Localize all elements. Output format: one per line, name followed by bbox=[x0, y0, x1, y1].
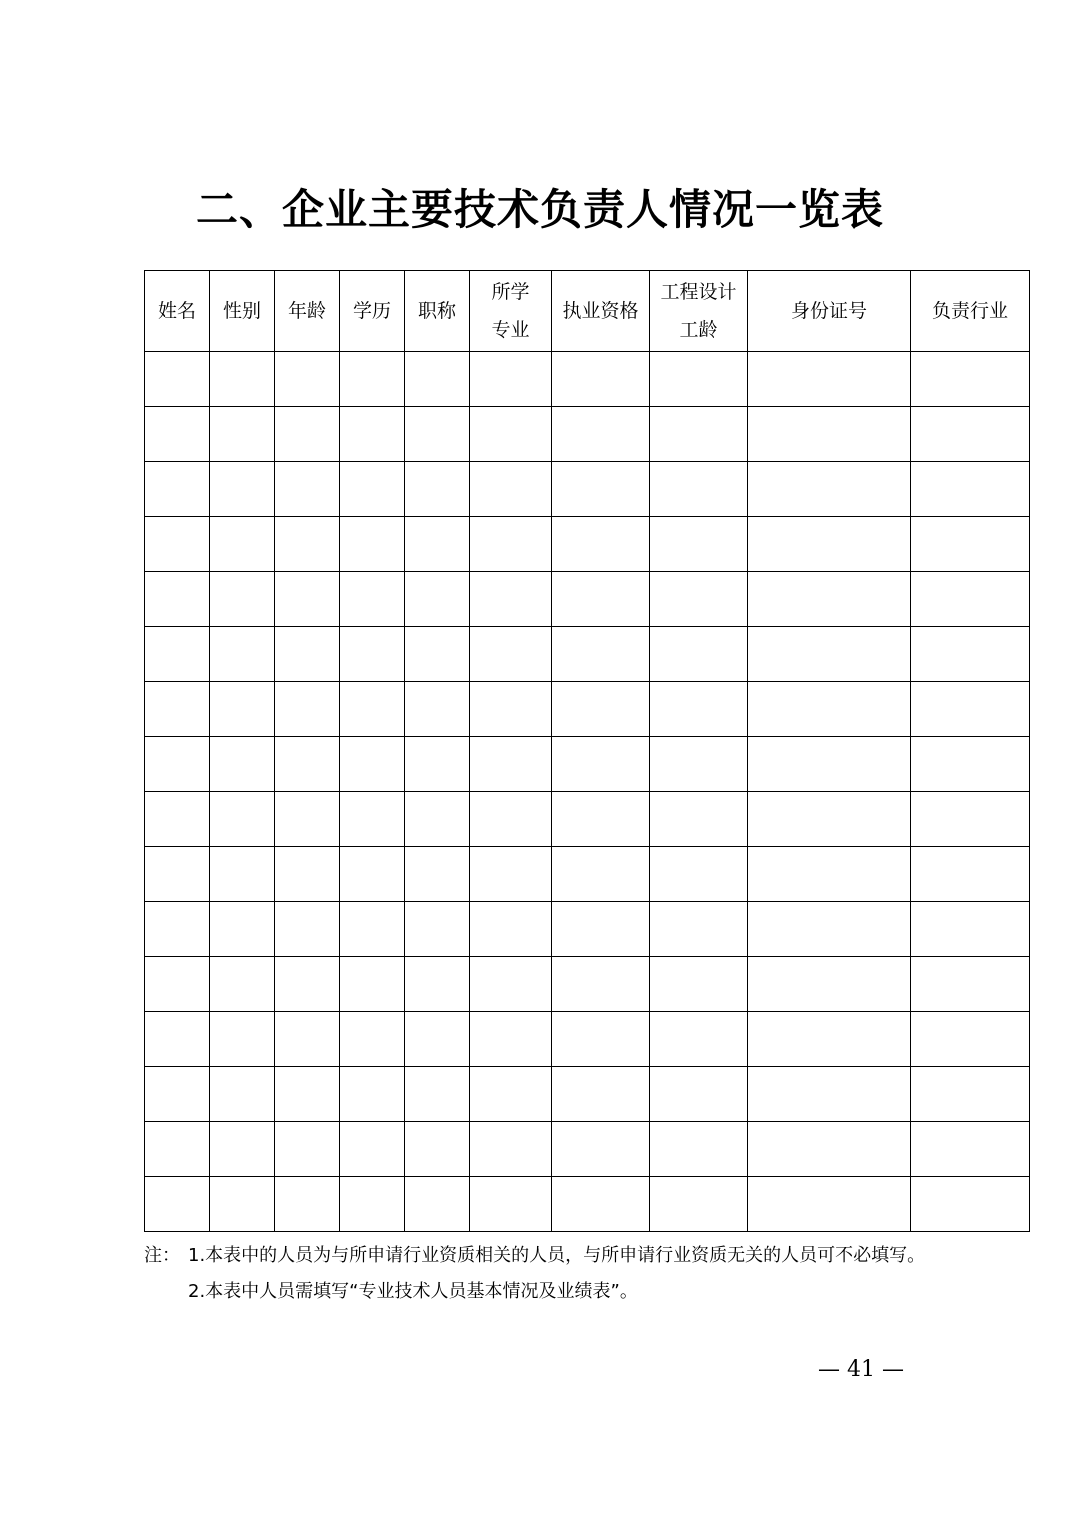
table-cell bbox=[405, 902, 470, 957]
table-cell bbox=[405, 352, 470, 407]
table-cell bbox=[552, 957, 650, 1012]
table-cell bbox=[650, 1122, 748, 1177]
table-cell bbox=[552, 1122, 650, 1177]
table-cell bbox=[748, 737, 911, 792]
table-cell bbox=[340, 407, 405, 462]
note-line-2 bbox=[144, 1274, 1024, 1310]
note-item-1: 1.本表中的人员为与所申请行业资质相关的人员，与所申请行业资质无关的人员可不必填写。 bbox=[188, 1245, 926, 1266]
table-cell bbox=[552, 572, 650, 627]
table-cell bbox=[340, 847, 405, 902]
table-cell bbox=[405, 1067, 470, 1122]
table-cell bbox=[470, 1177, 552, 1232]
table-cell bbox=[275, 517, 340, 572]
table-cell bbox=[650, 682, 748, 737]
table-cell bbox=[405, 572, 470, 627]
table-cell bbox=[275, 1067, 340, 1122]
table-cell bbox=[275, 792, 340, 847]
table-row bbox=[145, 1177, 1030, 1232]
table-cell bbox=[340, 737, 405, 792]
table-cell bbox=[405, 737, 470, 792]
table-cell bbox=[405, 1122, 470, 1177]
table-cell bbox=[748, 517, 911, 572]
note-label: 注： bbox=[144, 1245, 180, 1266]
table-cell bbox=[340, 682, 405, 737]
table-cell bbox=[650, 847, 748, 902]
column-header-line: 年龄 bbox=[287, 300, 326, 322]
table-cell bbox=[470, 737, 552, 792]
table-cell bbox=[552, 352, 650, 407]
table-cell bbox=[470, 682, 552, 737]
table-cell bbox=[911, 572, 1030, 627]
table-cell bbox=[650, 792, 748, 847]
table-cell bbox=[405, 957, 470, 1012]
table-cell bbox=[145, 1122, 210, 1177]
table-cell bbox=[210, 957, 275, 1012]
table-cell bbox=[405, 517, 470, 572]
table-cell bbox=[470, 1067, 552, 1122]
table-cell bbox=[650, 352, 748, 407]
table-cell bbox=[340, 1177, 405, 1232]
table-cell bbox=[210, 792, 275, 847]
table-cell bbox=[650, 462, 748, 517]
table-cell bbox=[340, 462, 405, 517]
table-cell bbox=[275, 627, 340, 682]
table-cell bbox=[470, 352, 552, 407]
table-cell bbox=[650, 572, 748, 627]
table-cell bbox=[911, 462, 1030, 517]
table-cell bbox=[748, 957, 911, 1012]
table-cell bbox=[470, 462, 552, 517]
table-row bbox=[145, 682, 1030, 737]
column-header-line: 负责行业 bbox=[931, 300, 1008, 322]
table-cell bbox=[275, 572, 340, 627]
table-cell bbox=[210, 627, 275, 682]
table-row bbox=[145, 517, 1030, 572]
table-cell bbox=[275, 737, 340, 792]
table-cell bbox=[748, 627, 911, 682]
table-cell bbox=[405, 792, 470, 847]
table-cell bbox=[405, 627, 470, 682]
table-cell bbox=[210, 462, 275, 517]
table-cell bbox=[650, 957, 748, 1012]
table-cell bbox=[210, 1012, 275, 1067]
table-cell bbox=[340, 902, 405, 957]
column-header bbox=[405, 271, 470, 352]
table-row bbox=[145, 847, 1030, 902]
table-cell bbox=[911, 847, 1030, 902]
table-cell bbox=[405, 1012, 470, 1067]
table-row bbox=[145, 1122, 1030, 1177]
table-cell bbox=[911, 1177, 1030, 1232]
table-cell bbox=[470, 957, 552, 1012]
column-header-line: 身份证号 bbox=[790, 300, 867, 322]
table-cell bbox=[911, 682, 1030, 737]
table-cell bbox=[748, 682, 911, 737]
column-header-line: 学历 bbox=[352, 300, 391, 322]
table-cell bbox=[340, 1012, 405, 1067]
table-cell bbox=[650, 1012, 748, 1067]
table-cell bbox=[405, 682, 470, 737]
table-cell bbox=[911, 627, 1030, 682]
table-cell bbox=[210, 407, 275, 462]
table-cell bbox=[911, 902, 1030, 957]
table-cell bbox=[748, 847, 911, 902]
table-cell bbox=[748, 352, 911, 407]
table-cell bbox=[145, 572, 210, 627]
table-cell bbox=[210, 572, 275, 627]
technical-leaders-table bbox=[144, 270, 1030, 1232]
table-cell bbox=[275, 847, 340, 902]
table-cell bbox=[911, 737, 1030, 792]
table-cell bbox=[275, 902, 340, 957]
table-cell bbox=[145, 737, 210, 792]
table-cell bbox=[748, 407, 911, 462]
column-header bbox=[275, 271, 340, 352]
table-cell bbox=[210, 682, 275, 737]
table-row bbox=[145, 352, 1030, 407]
table-cell bbox=[470, 1122, 552, 1177]
note-item-2: 2.本表中人员需填写“专业技术人员基本情况及业绩表”。 bbox=[188, 1281, 638, 1302]
table-cell bbox=[650, 902, 748, 957]
table-cell bbox=[340, 957, 405, 1012]
table-row bbox=[145, 737, 1030, 792]
table-cell bbox=[470, 407, 552, 462]
table-cell bbox=[650, 1067, 748, 1122]
table-cell bbox=[911, 352, 1030, 407]
table-cell bbox=[275, 462, 340, 517]
column-header-line: 姓名 bbox=[157, 300, 196, 322]
table-cell bbox=[145, 847, 210, 902]
table-cell bbox=[145, 682, 210, 737]
table-row bbox=[145, 957, 1030, 1012]
column-header-line: 专业 bbox=[491, 319, 530, 341]
table-header-row bbox=[145, 271, 1030, 352]
table-cell bbox=[552, 627, 650, 682]
table-cell bbox=[340, 1122, 405, 1177]
table-cell bbox=[210, 1122, 275, 1177]
table-cell bbox=[275, 352, 340, 407]
table-row bbox=[145, 902, 1030, 957]
table-cell bbox=[405, 462, 470, 517]
table-cell bbox=[911, 517, 1030, 572]
table-row bbox=[145, 407, 1030, 462]
table-row bbox=[145, 627, 1030, 682]
table-cell bbox=[552, 517, 650, 572]
table-cell bbox=[470, 572, 552, 627]
table-cell bbox=[340, 572, 405, 627]
table-cell bbox=[405, 1177, 470, 1232]
column-header bbox=[210, 271, 275, 352]
table-cell bbox=[748, 1177, 911, 1232]
table-cell bbox=[275, 1177, 340, 1232]
table-row bbox=[145, 572, 1030, 627]
table-cell bbox=[275, 957, 340, 1012]
notes bbox=[144, 1238, 1024, 1310]
table-cell bbox=[275, 682, 340, 737]
table-cell bbox=[911, 1012, 1030, 1067]
column-header bbox=[552, 271, 650, 352]
table-row bbox=[145, 792, 1030, 847]
table-cell bbox=[210, 352, 275, 407]
table-cell bbox=[145, 407, 210, 462]
table-cell bbox=[748, 572, 911, 627]
page-number: — 41 — bbox=[818, 1357, 904, 1382]
table-cell bbox=[911, 407, 1030, 462]
column-header-line: 工龄 bbox=[679, 319, 718, 341]
column-header-line: 工程设计 bbox=[660, 281, 737, 303]
table-cell bbox=[145, 352, 210, 407]
table-cell bbox=[552, 1067, 650, 1122]
table-cell bbox=[748, 1122, 911, 1177]
table-cell bbox=[210, 902, 275, 957]
column-header bbox=[650, 271, 748, 352]
table-cell bbox=[145, 1012, 210, 1067]
column-header bbox=[470, 271, 552, 352]
table-cell bbox=[470, 792, 552, 847]
table-cell bbox=[650, 517, 748, 572]
table-cell bbox=[275, 1122, 340, 1177]
table-cell bbox=[145, 902, 210, 957]
table-cell bbox=[552, 682, 650, 737]
table-cell bbox=[650, 1177, 748, 1232]
table-cell bbox=[210, 517, 275, 572]
page-title: 二、企业主要技术负责人情况一览表 bbox=[195, 185, 884, 234]
table-cell bbox=[650, 627, 748, 682]
column-header bbox=[911, 271, 1030, 352]
column-header bbox=[748, 271, 911, 352]
table-cell bbox=[552, 847, 650, 902]
table-cell bbox=[340, 792, 405, 847]
column-header-line: 执业资格 bbox=[562, 300, 639, 322]
table-cell bbox=[748, 792, 911, 847]
table-cell bbox=[552, 902, 650, 957]
table-cell bbox=[911, 1122, 1030, 1177]
column-header-line: 职称 bbox=[417, 300, 456, 322]
table-cell bbox=[911, 1067, 1030, 1122]
table-cell bbox=[470, 847, 552, 902]
column-header bbox=[145, 271, 210, 352]
column-header bbox=[340, 271, 405, 352]
table-cell bbox=[145, 462, 210, 517]
table-cell bbox=[470, 627, 552, 682]
table-cell bbox=[748, 1012, 911, 1067]
table-cell bbox=[145, 1067, 210, 1122]
table-cell bbox=[210, 737, 275, 792]
table-cell bbox=[470, 1012, 552, 1067]
table-cell bbox=[405, 847, 470, 902]
table-cell bbox=[470, 902, 552, 957]
table-cell bbox=[275, 407, 340, 462]
table-cell bbox=[405, 407, 470, 462]
table-row bbox=[145, 462, 1030, 517]
table-cell bbox=[145, 517, 210, 572]
table-cell bbox=[210, 1067, 275, 1122]
table-cell bbox=[210, 1177, 275, 1232]
table-cell bbox=[145, 792, 210, 847]
table-cell bbox=[748, 1067, 911, 1122]
table-cell bbox=[911, 792, 1030, 847]
table-cell bbox=[552, 462, 650, 517]
table-cell bbox=[275, 1012, 340, 1067]
table-cell bbox=[552, 1177, 650, 1232]
table-cell bbox=[470, 517, 552, 572]
table-cell bbox=[552, 737, 650, 792]
table-cell bbox=[340, 352, 405, 407]
table-cell bbox=[552, 792, 650, 847]
table-cell bbox=[911, 957, 1030, 1012]
table-cell bbox=[748, 902, 911, 957]
table-cell bbox=[145, 1177, 210, 1232]
note-line-1 bbox=[144, 1238, 1024, 1274]
table-cell bbox=[650, 737, 748, 792]
table-cell bbox=[650, 407, 748, 462]
table-cell bbox=[145, 957, 210, 1012]
table-body bbox=[145, 352, 1030, 1232]
table-row bbox=[145, 1012, 1030, 1067]
table-cell bbox=[748, 462, 911, 517]
table-cell bbox=[145, 627, 210, 682]
table-cell bbox=[552, 407, 650, 462]
table-cell bbox=[340, 517, 405, 572]
table-cell bbox=[210, 847, 275, 902]
table-cell bbox=[340, 627, 405, 682]
column-header-line: 性别 bbox=[222, 300, 261, 322]
table-cell bbox=[552, 1012, 650, 1067]
column-header-line: 所学 bbox=[491, 281, 530, 303]
table-row bbox=[145, 1067, 1030, 1122]
table-cell bbox=[340, 1067, 405, 1122]
